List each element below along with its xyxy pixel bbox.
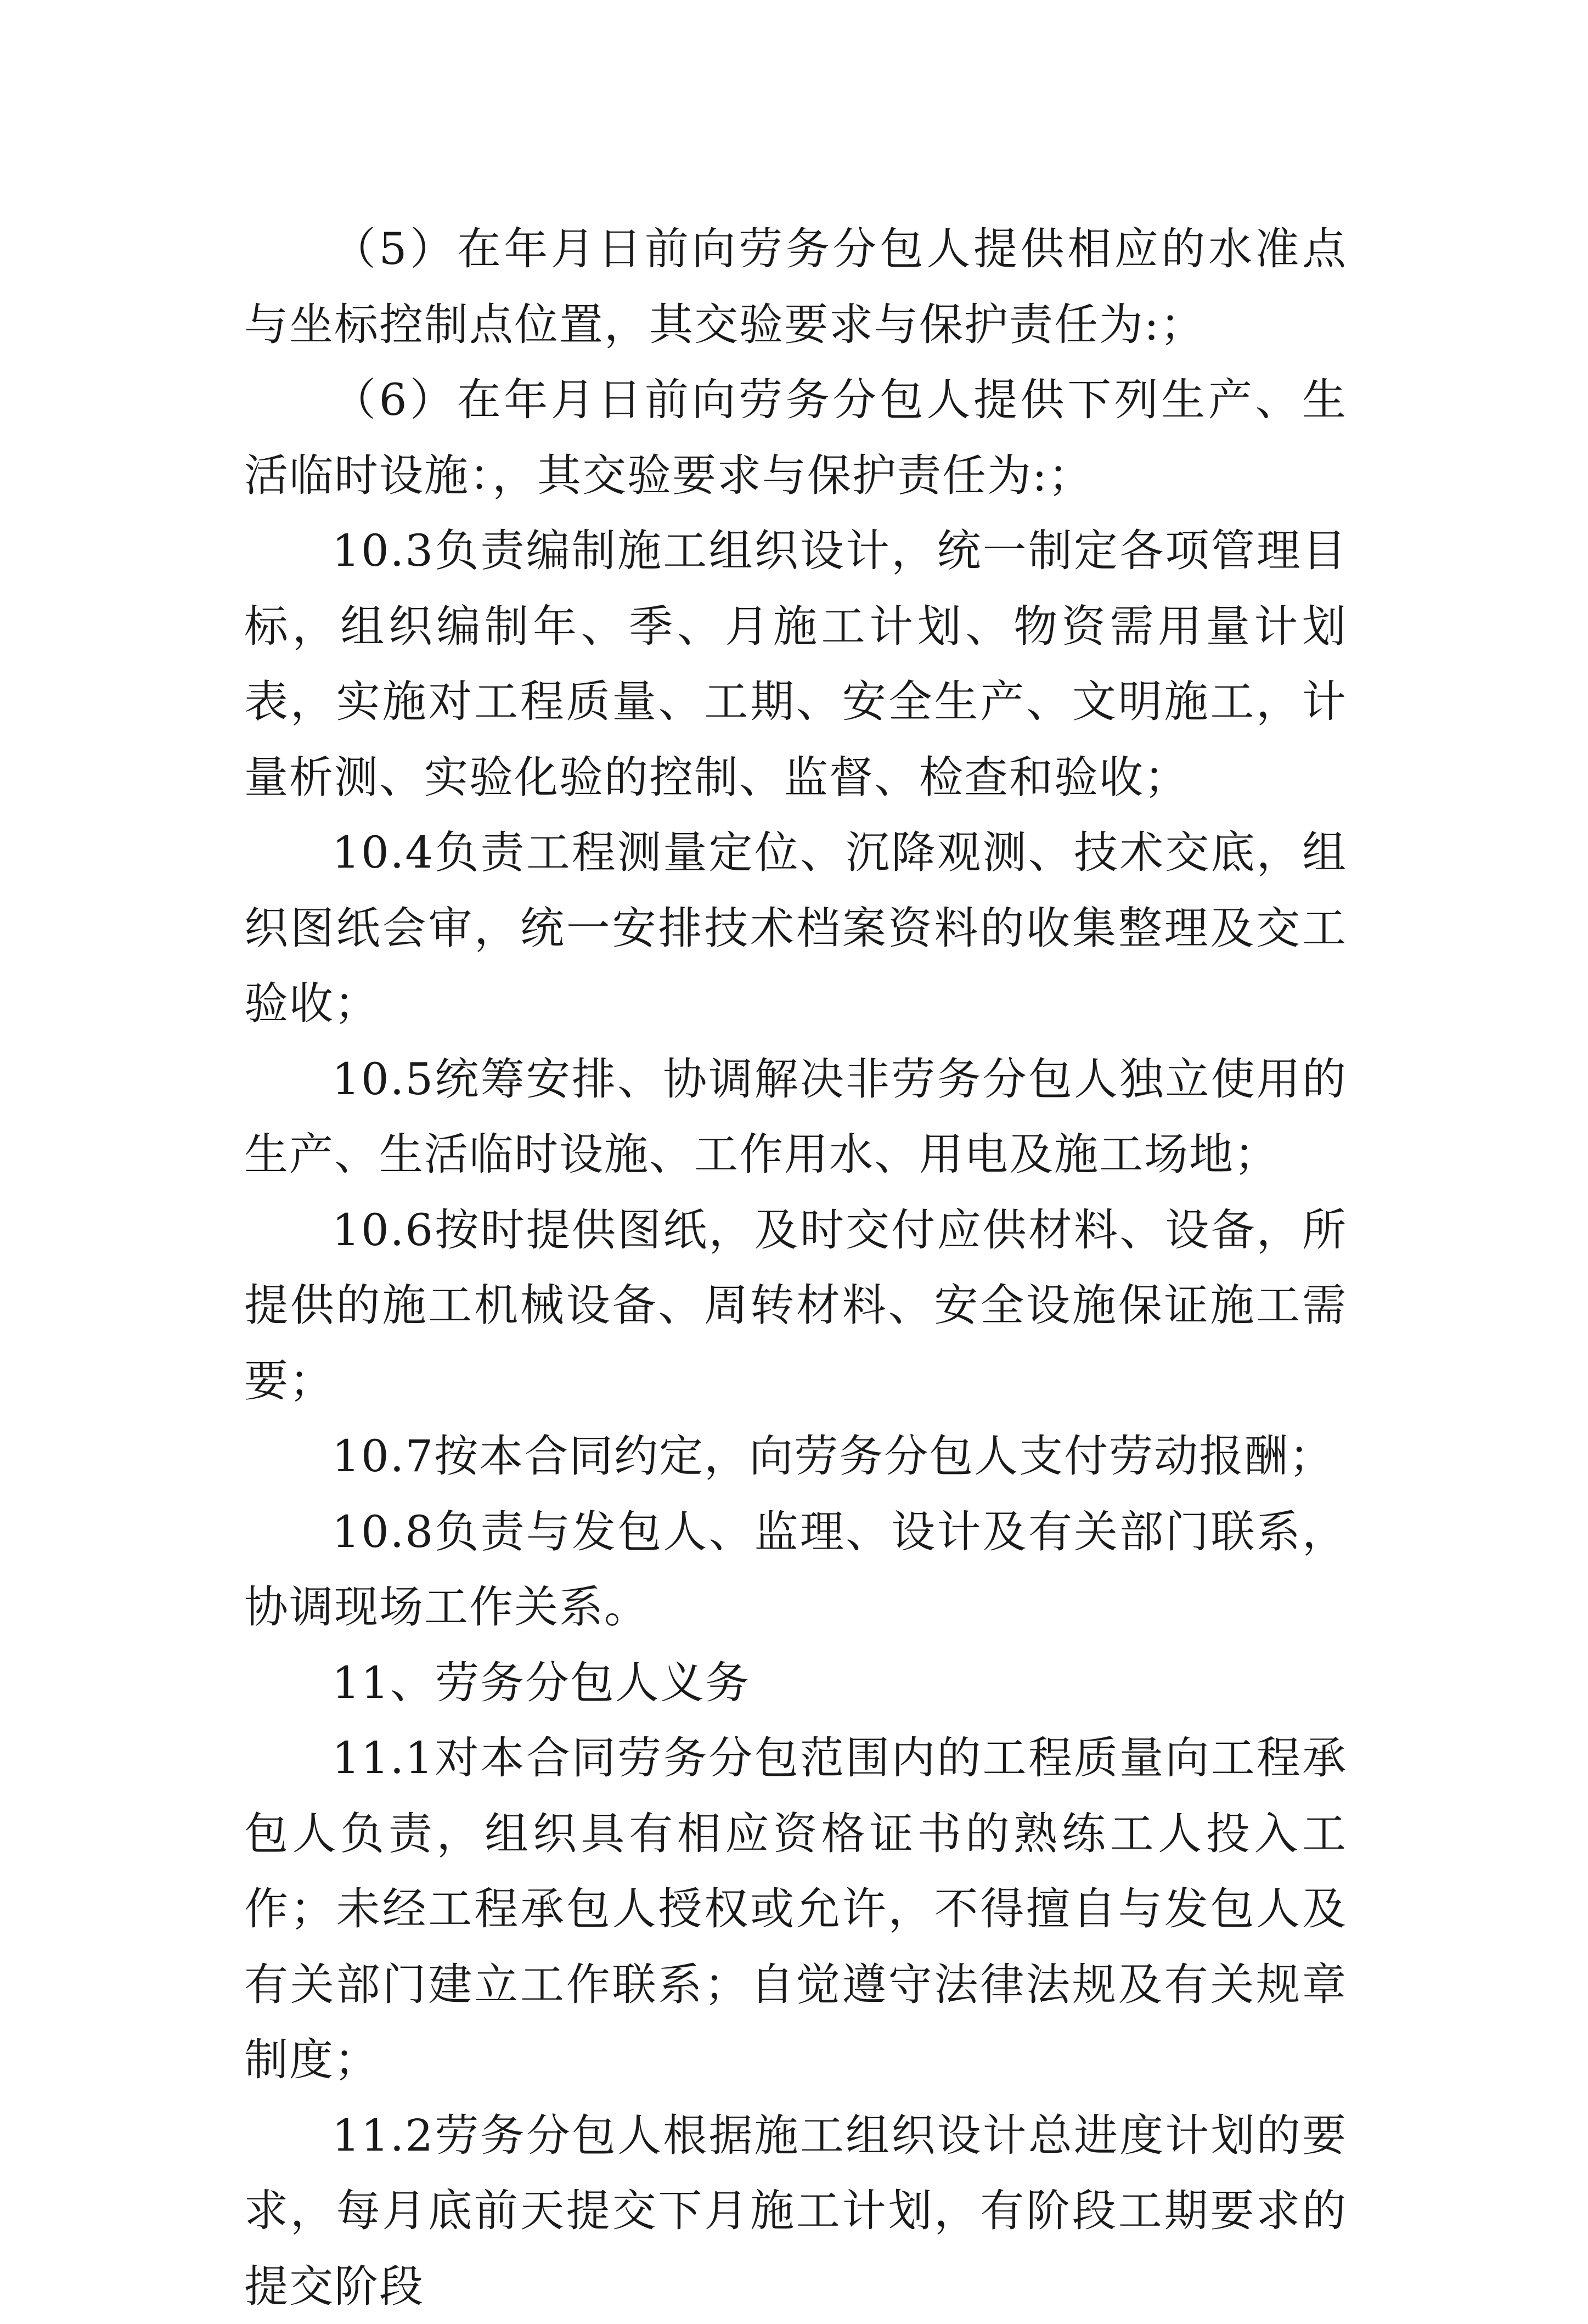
para-10-3: 10.3负责编制施工组织设计，统一制定各项管理目标，组织编制年、季、月施工计划、物资需用量计划表，实施对工程质量、工期、安全生产、文明施工，计量析测、实验化验的控制、监督、检查和验收； [244, 513, 1347, 815]
document-body [244, 211, 1347, 2324]
para-item-6: （6）在年月日前向劳务分包人提供下列生产、生活临时设施：，其交验要求与保护责任为:； [244, 362, 1347, 513]
para-11-2: 11.2劳务分包人根据施工组织设计总进度计划的要求，每月底前天提交下月施工计划，有阶段工期要求的提交阶段 [244, 2098, 1347, 2324]
para-10-6: 10.6按时提供图纸，及时交付应供材料、设备，所提供的施工机械设备、周转材料、安全设施保证施工需要； [244, 1192, 1347, 1419]
para-11-1: 11.1对本合同劳务分包范围内的工程质量向工程承包人负责，组织具有相应资格证书的熟练工人投入工作；未经工程承包人授权或允许，不得擅自与发包人及有关部门建立工作联系；自觉遵守法律法规及有关规章制度； [244, 1720, 1347, 2098]
section-heading-11: 11、劳务分包人义务 [244, 1645, 1347, 1721]
para-10-7: 10.7按本合同约定，向劳务分包人支付劳动报酬； [244, 1419, 1347, 1494]
para-item-5: （5）在年月日前向劳务分包人提供相应的水准点与坐标控制点位置，其交验要求与保护责任为:； [244, 211, 1347, 362]
para-10-8: 10.8负责与发包人、监理、设计及有关部门联系，协调现场工作关系。 [244, 1494, 1347, 1645]
para-10-5: 10.5统筹安排、协调解决非劳务分包人独立使用的生产、生活临时设施、工作用水、用电及施工场地； [244, 1042, 1347, 1192]
para-10-4: 10.4负责工程测量定位、沉降观测、技术交底，组织图纸会审，统一安排技术档案资料的收集整理及交工验收； [244, 815, 1347, 1042]
